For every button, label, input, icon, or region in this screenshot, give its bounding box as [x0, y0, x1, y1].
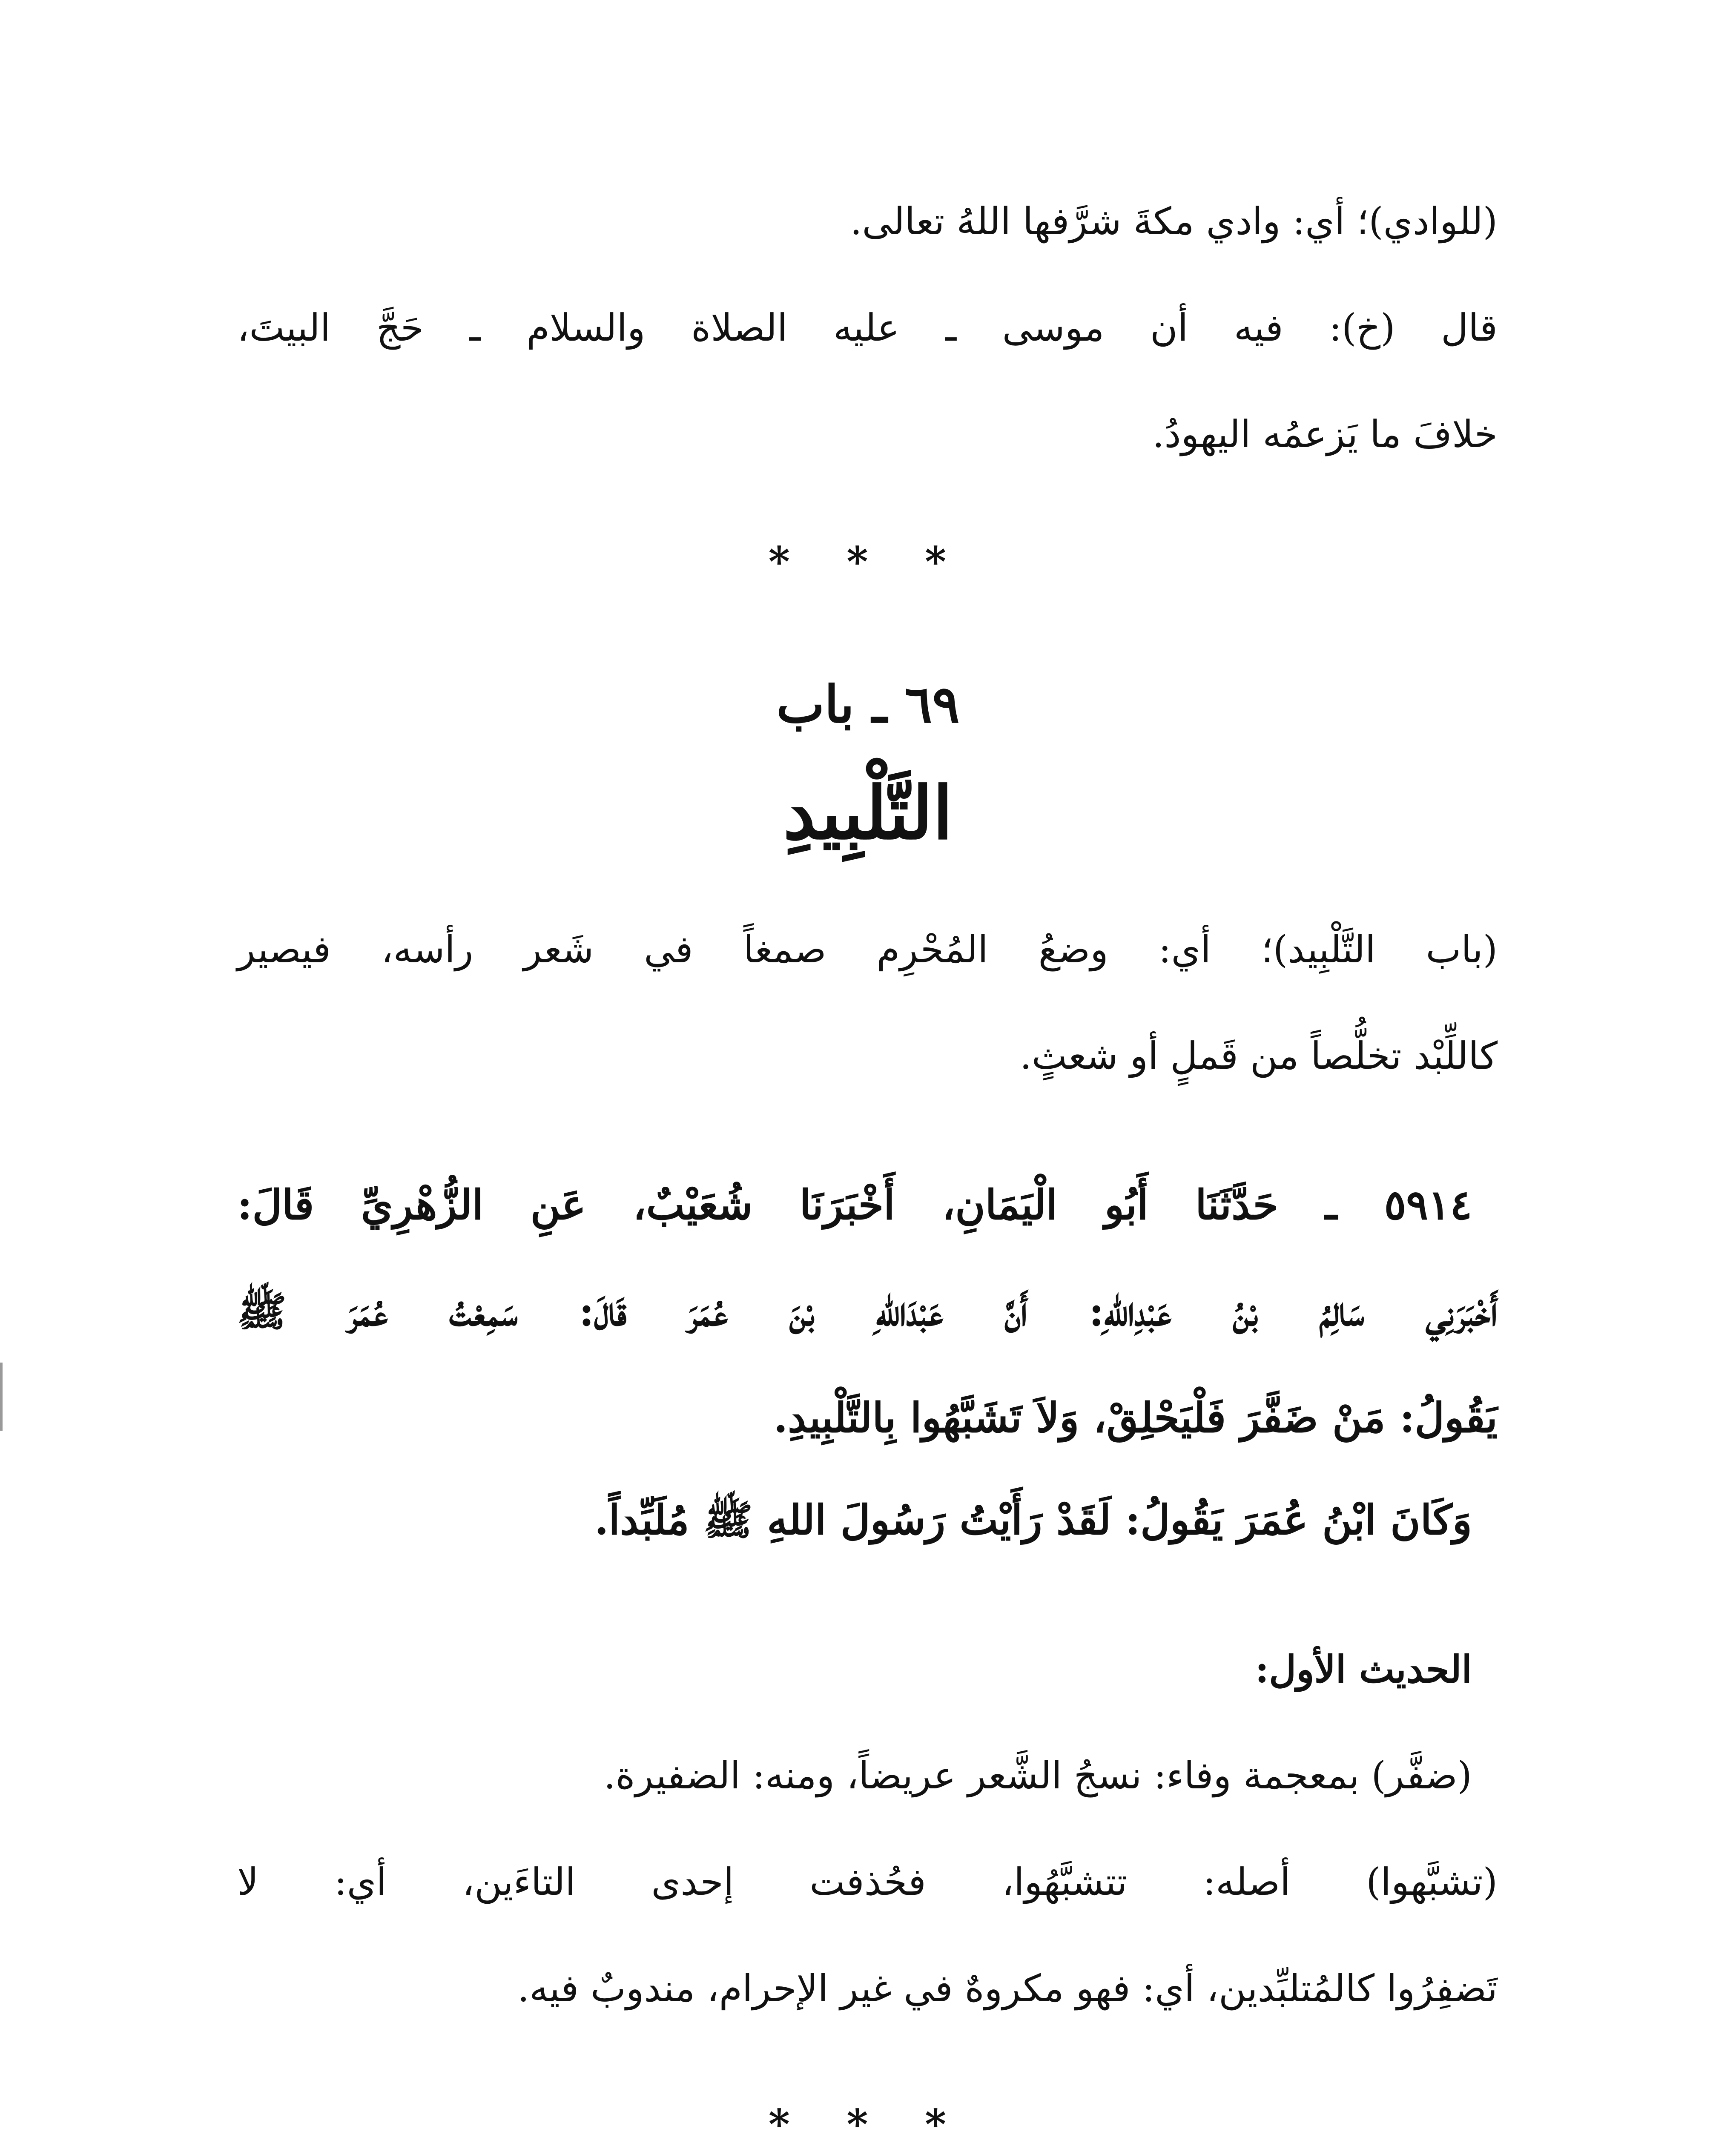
hadith-line-3: يَقُولُ: مَنْ ضَفَّرَ فَلْيَحْلِقْ، وَلاَ تَشَبَّهُوا بِالتَّلْبِيدِ.: [773, 1394, 1498, 1442]
commentary-bottom-line-2: (تشبَّهوا) أصله: تتشبَّهُوا، فحُذفت إحدى التاءَين، أي: لا: [237, 1860, 1498, 1904]
commentary-line-3: خلافَ ما يَزعمُه اليهودُ.: [1152, 412, 1498, 456]
scan-edge-mark: [0, 1363, 3, 1431]
hadith-line-1: ٥٩١٤ ـ حَدَّثَنَا أَبُو الْيَمَانِ، أَخْبَرَنَا شُعَيْبٌ، عَنِ الزُّهْرِيِّ قَالَ:: [237, 1181, 1472, 1229]
section-separator-bottom: * * *: [768, 2100, 968, 2129]
hadith-line-2: أَخْبَرَنِي سَالِمُ بْنُ عَبْدِاللهِ: أَنَّ عَبْدَاللهِ بْنَ عُمَرَ قَالَ: سَمِعْتُ عُمَرَ ﷺ: [237, 1287, 1498, 1335]
commentary-bottom-line-3: تَضفِرُوا كالمُتلبِّدين، أي: فهو مكروهٌ في غير الإحرام، مندوبٌ فيه.: [517, 1966, 1498, 2010]
chapter-title: التَّلْبِيدِ: [783, 771, 953, 856]
commentary-line-1: (للوادي)؛ أي: وادي مكةَ شرَّفها اللهُ تعالى.: [850, 199, 1498, 243]
chapter-commentary-line-1: (باب التَّلْبِيد)؛ أي: وضعُ المُحْرِم صمغاً في شَعر رأسه، فيصير: [237, 927, 1498, 971]
chapter-commentary-line-2: كاللِّبْد تخلُّصاً من قَملٍ أو شعثٍ.: [1019, 1034, 1498, 1078]
hadith-line-4: وَكَانَ ابْنُ عُمَرَ يَقُولُ: لَقَدْ رَأَيْتُ رَسُولَ اللهِ ﷺ مُلَبِّداً.: [594, 1496, 1472, 1544]
commentary-heading: الحديث الأول:: [1255, 1647, 1472, 1691]
commentary-line-2: قال (خ): فيه أن موسى ـ عليه الصلاة والسلام ـ حَجَّ البيتَ،: [237, 306, 1498, 350]
chapter-number: ٦٩ ـ باب: [776, 674, 960, 735]
section-separator-top: * * *: [768, 538, 968, 586]
commentary-bottom-line-1: (ضفَّر) بمعجمة وفاء: نسجُ الشَّعر عريضاً، ومنه: الضفيرة.: [603, 1753, 1472, 1797]
